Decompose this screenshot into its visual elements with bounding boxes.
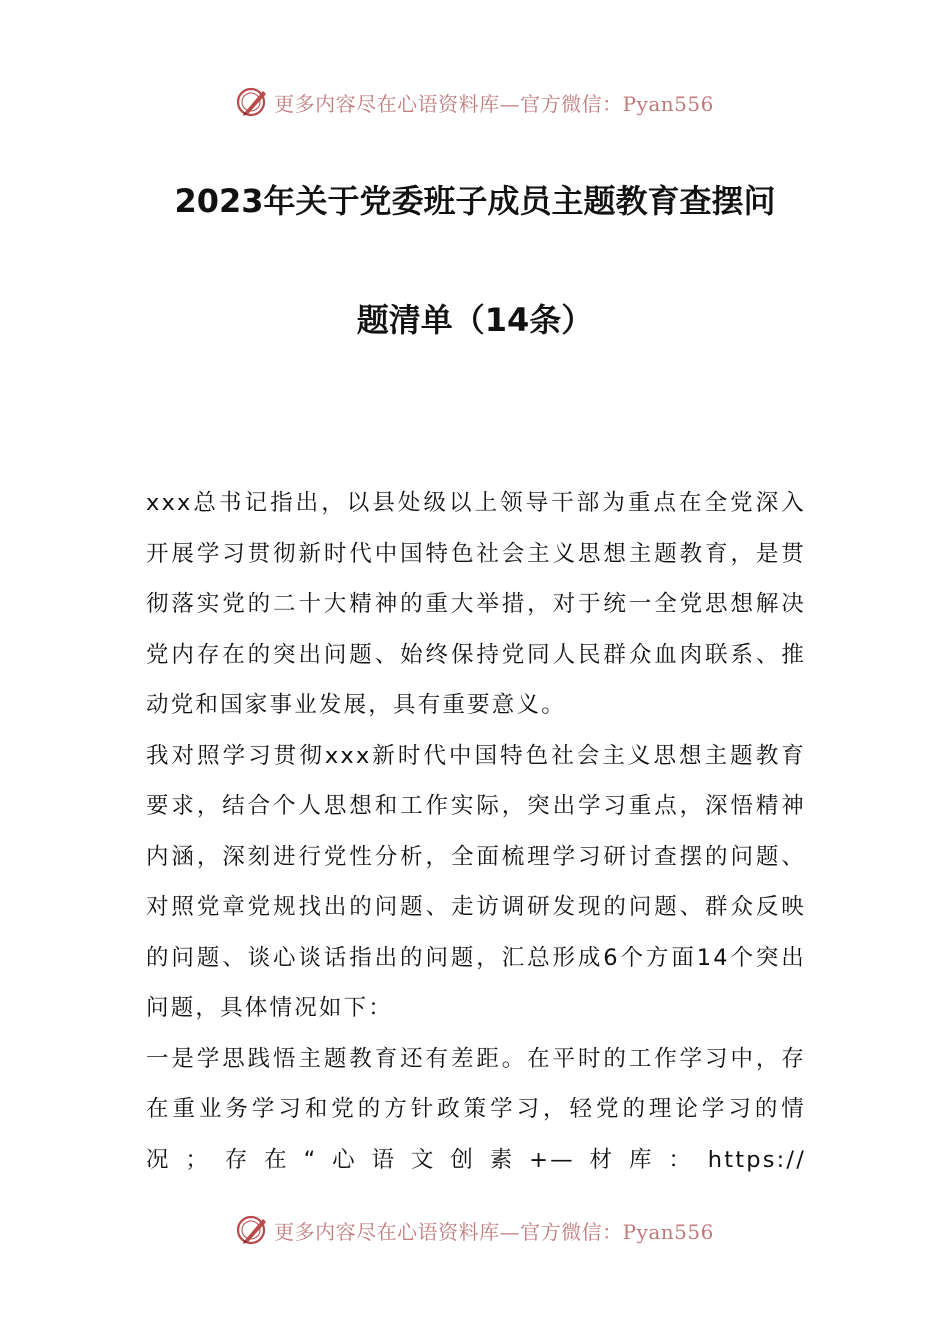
- watermark-text-top: 更多内容尽在心语资料库—官方微信：Pyan556: [274, 91, 714, 116]
- document-title-line-1: 2023年关于党委班子成员主题教育查摆问: [174, 182, 776, 220]
- document-title-line-2: 题清单（14条）: [356, 301, 594, 339]
- document-body: [146, 478, 806, 1185]
- pen-logo-icon: [236, 85, 270, 119]
- watermark-banner-bottom: [0, 1210, 950, 1250]
- paragraph-summary: 我对照学习贯彻xxx新时代中国特色社会主义思想主题教育要求，结合个人思想和工作实际，突出学习重点，深悟精神内涵，深刻进行党性分析，全面梳理学习研讨查摆的问题、对照党章党规找出的问题、走访调研发现的问题、群众反映的问题、谈心谈话指出的问题，汇总形成6个方面14个突出问题，具体情况如下：: [146, 742, 806, 1021]
- paragraph-intro: xxx总书记指出，以县处级以上领导干部为重点在全党深入开展学习贯彻新时代中国特色社会主义思想主题教育，是贯彻落实党的二十大精神的重大举措，对于统一全党思想解决党内存在的突出问题、始终保持党同人民群众血肉联系、推动党和国家事业发展，具有重要意义。: [146, 490, 806, 718]
- pen-logo-icon: [236, 1213, 270, 1247]
- watermark-text-bottom: 更多内容尽在心语资料库—官方微信：Pyan556: [274, 1219, 714, 1244]
- paragraph-issue-one: 一是学思践悟主题教育还有差距。在平时的工作学习中，存在重业务学习和党的方针政策学习，轻党的理论学习的情况；存在“心语文创素+—材库：https://: [146, 1045, 806, 1173]
- watermark-banner-top: [0, 82, 950, 122]
